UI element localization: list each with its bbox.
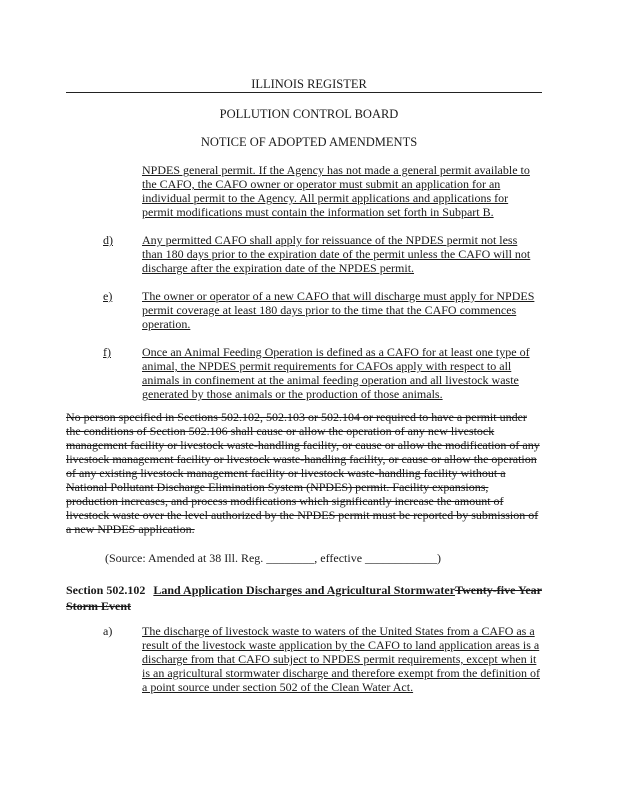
item-d-label: d) <box>103 233 113 247</box>
section-old-title: Twenty-five Year Storm Event <box>66 583 543 613</box>
source-note: (Source: Amended at 38 Ill. Reg. ________, effective ____________) <box>105 551 442 565</box>
item-f-label: f) <box>103 345 111 359</box>
section-new-title: Land Application Discharges and Agricultural Stormwater <box>153 583 456 597</box>
item-e-label: e) <box>103 289 113 303</box>
notice-heading: NOTICE OF ADOPTED AMENDMENTS <box>200 135 418 149</box>
section-number: Section 502.102 <box>66 583 146 597</box>
item-a-label: a) <box>103 624 113 638</box>
continuation-paragraph: NPDES general permit. If the Agency has not made a general permit available to the CAFO, the CAFO owner or operator must submit an application for an individual permit to the Agency. All permit applications and applications for permit modifications must contain the information set forth in Subpart B. <box>142 163 530 219</box>
header-rule <box>66 92 542 93</box>
struck-paragraph: No person specified in Sections 502.102, 502.103 or 502.104 or required to have a permit under the conditions of Section 502.106 shall cause or allow the operation of any new livestock management facility or livestock waste-handling facility, or cause or allow the modification of any livestock management facility or livestock waste-handling facility, or cause or allow the operation of any existing livestock management facility or livestock waste-handling facility without a National Pollutant Discharge Elimination System (NPDES) permit. Facility expansions, production increases, and process modifications which significantly increase the amount of livestock waste over the level authorized by the NPDES permit must be reported by submission of a new NPDES application. <box>66 410 540 536</box>
item-d-text: Any permitted CAFO shall apply for reissuance of the NPDES permit not less than 180 days prior to the expiration date of the permit unless the CAFO will not discharge after the expiration date of the NPDES permit. <box>142 233 531 275</box>
item-a-text: The discharge of livestock waste to waters of the United States from a CAFO as a result of the livestock waste application by the CAFO to land application areas is a discharge from that CAFO subject to NPDES permit requirements, except when it is an agricultural stormwater discharge and therefore exempt from the definition of a point source under section 502 of the Clean Water Act. <box>142 624 540 694</box>
item-f-text: Once an Animal Feeding Operation is defined as a CAFO for at least one type of animal, the NPDES permit requirements for CAFOs apply with respect to all animals in confinement at the animal feeding operation and all livestock waste generated by those animals or the production of those animals. <box>142 345 530 401</box>
item-e-text: The owner or operator of a new CAFO that will discharge must apply for NPDES permit coverage at least 180 days prior to the time that the CAFO commences operation. <box>142 289 535 331</box>
board-heading: POLLUTION CONTROL BOARD <box>219 107 399 121</box>
section-heading <box>66 582 542 614</box>
register-header: ILLINOIS REGISTER <box>251 77 367 91</box>
